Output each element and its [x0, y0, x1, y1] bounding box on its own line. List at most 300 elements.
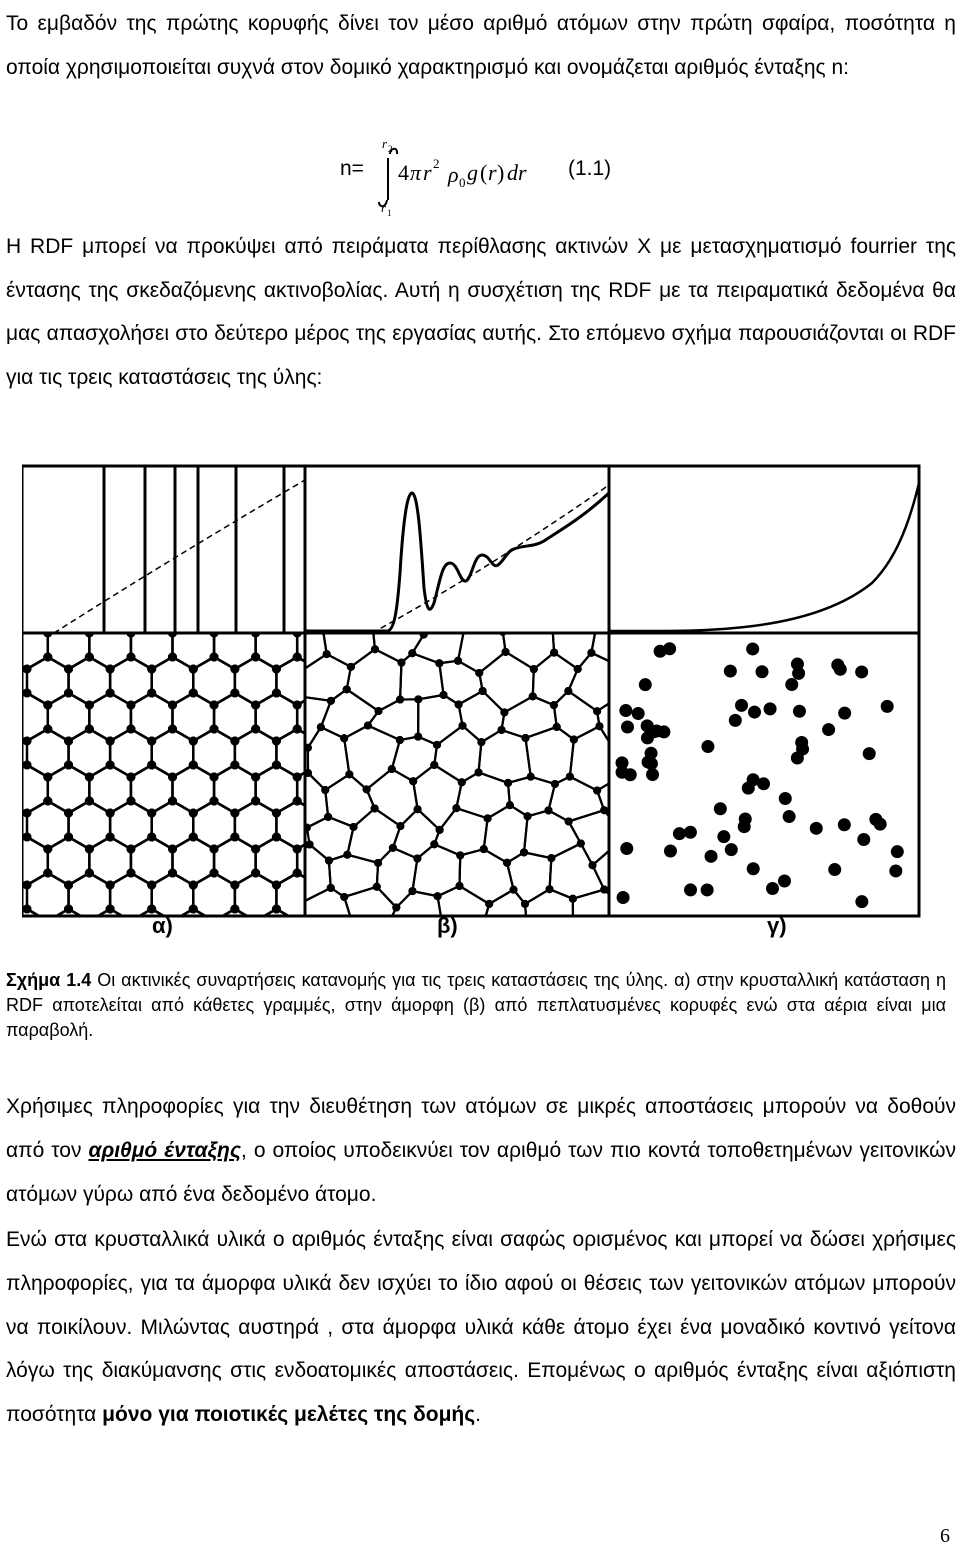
lattice-atom [210, 917, 219, 926]
network-atom [595, 722, 603, 730]
lattice-cell [22, 837, 48, 885]
gas-atom [742, 782, 755, 795]
lattice-atom [43, 773, 52, 782]
network-cell [597, 773, 647, 826]
lattice-atom [230, 689, 239, 698]
lattice-atom [147, 809, 156, 818]
lattice-atom [293, 773, 302, 782]
lattice-atom [85, 629, 94, 638]
network-atom [574, 665, 582, 673]
network-atom [435, 659, 443, 667]
lattice-atom [313, 881, 322, 890]
network-atom [430, 761, 438, 769]
paragraph-amorphous [6, 1218, 956, 1437]
network-cell [507, 852, 551, 904]
p4-text-before: Ενώ στα κρυσταλλικά υλικά ο αριθμός ένταξης είναι σαφώς ορισμένος και μπορεί να δώσει χρήσιμες πληροφορίες, για τα άμορφα υλικά δεν ισχύει το ίδιο αφού οι θέσεις των γειτονικών ατόμων μπορούν να ποικίλουν. Μιλώντας αυστηρά , στα άμορφα υλικά κάθε άτομο έχει ένα μοναδικό κοντινό γείτονα λόγω της διακύμανσης στις ενδοατομικές αποστάσεις. Επομένως ο αριθμός ένταξης είναι αξιόπιστη ποσότητα [6, 1228, 956, 1427]
network-atom [408, 649, 416, 657]
lattice-atom [85, 653, 94, 662]
network-atom [506, 801, 514, 809]
lattice-atom [106, 833, 115, 842]
network-atom [616, 662, 624, 670]
lattice-atom [126, 797, 135, 806]
network-atom [464, 934, 472, 938]
network-atom [435, 612, 443, 620]
network-cell [344, 887, 396, 938]
network-atom [577, 839, 585, 847]
lattice-atom [313, 617, 322, 626]
network-atom [345, 770, 353, 778]
network-atom [323, 650, 331, 658]
network-atom [397, 659, 405, 667]
p3-emphasis: αριθμό ένταξης [88, 1138, 242, 1162]
lattice-atom [64, 833, 73, 842]
network-atom [340, 893, 348, 901]
network-atom [317, 723, 325, 731]
lattice-atom [313, 689, 322, 698]
lattice-atom [334, 845, 343, 854]
lattice-atom [168, 845, 177, 854]
gas-atom [624, 768, 637, 781]
gas-atom [863, 747, 876, 760]
lattice-cell [22, 765, 48, 813]
network-atom [566, 607, 574, 615]
lattice-atom [189, 881, 198, 890]
rdf-crystal [104, 466, 284, 633]
gas-atom [654, 645, 667, 658]
lattice-atom [43, 653, 52, 662]
lattice-atom [64, 737, 73, 746]
p3-text-after: , ο οποίος υποδεικνύει τον αριθμό των πιο κοντά τοποθετημένων γειτονικών ατόμων γύρω από ένα δεδομένο άτομο. [6, 1138, 956, 1206]
network-atom [275, 707, 283, 715]
network-atom [548, 620, 556, 628]
network-atom [616, 662, 624, 670]
lattice-atom [23, 737, 32, 746]
network-atom [634, 808, 642, 816]
lattice-atom [189, 833, 198, 842]
lattice-atom [126, 845, 135, 854]
lattice-atom [147, 689, 156, 698]
lattice-atom [230, 833, 239, 842]
network-cell [591, 613, 642, 667]
network-atom [644, 699, 652, 707]
gas-atom [714, 802, 727, 815]
network-atom [484, 814, 492, 822]
lattice-atom [106, 761, 115, 770]
lattice-cell [22, 693, 48, 741]
lattice-atom [147, 737, 156, 746]
figure-frame [22, 466, 919, 916]
lattice-atom [64, 689, 73, 698]
lattice-atom [210, 653, 219, 662]
network-atom [565, 817, 573, 825]
network-atom [350, 823, 358, 831]
lattice-atom [64, 905, 73, 914]
network-atom [600, 886, 608, 894]
network-atom [277, 864, 285, 872]
network-atom [396, 822, 404, 830]
lattice-atom [43, 845, 52, 854]
network-atom [498, 726, 506, 734]
network-atom [371, 804, 379, 812]
gas-atom [874, 818, 887, 831]
integrand-g: g [467, 160, 478, 185]
lattice-atom [43, 917, 52, 926]
lattice-atom [334, 701, 343, 710]
network-atom [524, 812, 532, 820]
figure-label-b: β) [437, 913, 458, 938]
lattice-atom [64, 761, 73, 770]
lattice-atom [23, 905, 32, 914]
gas-atom [764, 702, 777, 715]
lattice-atom [313, 833, 322, 842]
network-atom [640, 885, 648, 893]
lattice-atom [43, 917, 52, 926]
network-atom [644, 699, 652, 707]
network-atom [523, 919, 531, 927]
network-atom [454, 657, 462, 665]
lattice-atom [23, 761, 32, 770]
gas-atom [664, 844, 677, 857]
page-number: 6 [940, 1525, 950, 1547]
network-atom [436, 826, 444, 834]
figure-caption [6, 968, 946, 1043]
network-atom [321, 786, 329, 794]
paragraph-coordination [6, 1085, 956, 1216]
lattice-atom [313, 761, 322, 770]
lattice-atom [43, 629, 52, 638]
integral-sign [379, 149, 397, 207]
network-atom [640, 885, 648, 893]
network-atom [656, 693, 664, 701]
lattice-atom [43, 917, 52, 926]
network-atom [475, 669, 483, 677]
network-atom [284, 890, 292, 898]
gas-atom [748, 706, 761, 719]
network-atom [343, 685, 351, 693]
figure-drawing [22, 463, 940, 938]
lattice-atom [251, 725, 260, 734]
lattice-atom [147, 617, 156, 626]
network-atom [548, 620, 556, 628]
lattice-atom [313, 665, 322, 674]
gas-atom [785, 678, 798, 691]
lattice-atom [147, 833, 156, 842]
lattice-atom [147, 881, 156, 890]
lattice-atom [189, 761, 198, 770]
gas-atom [891, 845, 904, 858]
integral-expression [370, 130, 600, 220]
network-atom [638, 655, 646, 663]
network-atom [637, 854, 645, 862]
network-atom [414, 733, 422, 741]
network-atom [570, 736, 578, 744]
gas-atom [791, 658, 804, 671]
lattice-atom [293, 917, 302, 926]
integrand-r: r [423, 160, 432, 185]
network-atom [546, 885, 554, 893]
network-atom [327, 884, 335, 892]
lattice-atom [230, 761, 239, 770]
lattice-atom [313, 665, 322, 674]
lattice-atom [230, 881, 239, 890]
equation-lhs: n= [340, 157, 364, 180]
network-atom [667, 740, 675, 748]
gas-atom [834, 663, 847, 676]
network-atom [529, 692, 537, 700]
network-cell [479, 652, 534, 712]
lattice-atom [85, 917, 94, 926]
lattice-atom [355, 809, 364, 818]
lattice-atom [210, 773, 219, 782]
lattice-atom [313, 881, 322, 890]
paragraph-intro: Το εμβαδόν της πρώτης κορυφής δίνει τον μέσο αριθμό ατόμων στην πρώτη σφαίρα, ποσότητα η οποία χρησιμοποιείται συχνά στον δομικό χαρακτηρισμό και ονομάζεται αριθμός ένταξης n: [6, 12, 956, 79]
lattice-atom [313, 665, 322, 674]
gas-atom [648, 725, 661, 738]
network-atom [503, 859, 511, 867]
network-atom [544, 806, 552, 814]
lattice-atom [334, 797, 343, 806]
equation-1-1 [340, 130, 660, 220]
network-atom [375, 707, 383, 715]
lattice-atom [251, 917, 260, 926]
lattice-atom [126, 653, 135, 662]
gas-atom [747, 862, 760, 875]
lattice-atom [210, 845, 219, 854]
lattice-atom [355, 737, 364, 746]
network-atom [414, 805, 422, 813]
gas-atom [766, 882, 779, 895]
lattice-atom [355, 665, 364, 674]
lattice-atom [334, 725, 343, 734]
network-atom [351, 926, 359, 934]
lattice-atom [355, 761, 364, 770]
gas-atom [724, 665, 737, 678]
lattice-atom [334, 797, 343, 806]
network-atom [477, 738, 485, 746]
network-atom [396, 736, 404, 744]
network-atom [530, 665, 538, 673]
network-atom [327, 697, 335, 705]
network-atom [480, 917, 488, 925]
lattice-atom [189, 809, 198, 818]
lattice-atom [168, 869, 177, 878]
gas-atom [642, 756, 655, 769]
lattice-atom [293, 869, 302, 878]
lattice-atom [334, 869, 343, 878]
network-atom [413, 855, 421, 863]
network-atom [523, 616, 531, 624]
network-atom [502, 648, 510, 656]
lattice-atom [293, 917, 302, 926]
network-atom [638, 655, 646, 663]
lattice-atom [334, 701, 343, 710]
gas-atom [617, 891, 630, 904]
network-cell [299, 654, 351, 701]
network-atom [480, 917, 488, 925]
lattice-atom [334, 917, 343, 926]
network-cell [322, 609, 375, 667]
network-atom [521, 734, 529, 742]
lattice-atom [251, 653, 260, 662]
network-atom [617, 917, 625, 925]
rdf-crystal-parabola [54, 480, 305, 633]
network-atom [461, 621, 469, 629]
network-atom [374, 859, 382, 867]
gas-atom [796, 743, 809, 756]
network-atom [280, 649, 288, 657]
lattice-atom [106, 809, 115, 818]
lattice-atom [251, 629, 260, 638]
gas-atom [705, 850, 718, 863]
network-atom [527, 773, 535, 781]
lattice-atom [106, 617, 115, 626]
lattice-atom [313, 833, 322, 842]
network-atom [564, 687, 572, 695]
lattice-atom [272, 881, 281, 890]
lattice-atom [313, 905, 322, 914]
network-atom [643, 786, 651, 794]
integrand-rho: ρ [448, 162, 459, 187]
network-cell [569, 810, 619, 865]
network-atom [388, 765, 396, 773]
lattice-atom [251, 797, 260, 806]
network-atom [612, 822, 620, 830]
network-atom [452, 804, 460, 812]
network-atom [455, 882, 463, 890]
lattice-atom [210, 917, 219, 926]
network-atom [369, 620, 377, 628]
gas-atom [838, 707, 851, 720]
gas-atom [855, 665, 868, 678]
network-atom [553, 723, 561, 731]
gas-atom [793, 705, 806, 718]
network-cell [377, 848, 418, 908]
network-atom [520, 848, 528, 856]
lattice-atom [126, 917, 135, 926]
gas-atom [620, 842, 633, 855]
lattice-atom [230, 809, 239, 818]
network-atom [666, 812, 674, 820]
lattice-atom [168, 725, 177, 734]
lattice-atom [293, 725, 302, 734]
lattice-atom [85, 869, 94, 878]
lattice-atom [334, 725, 343, 734]
gas-atoms [616, 642, 904, 908]
lattice-cell [318, 873, 360, 921]
lattice-atom [210, 797, 219, 806]
lattice-atom [251, 773, 260, 782]
network-atom [434, 892, 442, 900]
lattice-atom [272, 833, 281, 842]
network-atom [278, 800, 286, 808]
p4-text-after: . [475, 1403, 482, 1427]
network-cell [568, 653, 619, 711]
lattice-atom [334, 845, 343, 854]
network-cell [524, 810, 581, 858]
network-atom [587, 649, 595, 657]
lattice-atom [189, 689, 198, 698]
lattice-atom [85, 917, 94, 926]
gas-atom [778, 874, 791, 887]
gas-atom [738, 820, 751, 833]
network-atom [521, 900, 529, 908]
network-atom [610, 696, 618, 704]
network-atom [430, 840, 438, 848]
network-cell [533, 653, 578, 706]
lattice-atom [313, 761, 322, 770]
gas-atom [735, 699, 748, 712]
network-atom [479, 687, 487, 695]
lattice-cell [22, 621, 48, 669]
gas-atom [822, 723, 835, 736]
network-atom [475, 768, 483, 776]
lattice-atom [168, 797, 177, 806]
lattice-atom [272, 689, 281, 698]
lattice-atom [210, 629, 219, 638]
network-atom [566, 773, 574, 781]
network-atom [304, 744, 312, 752]
network-atom [480, 845, 488, 853]
lattice-atom [126, 629, 135, 638]
network-atom [593, 707, 601, 715]
lattice-atom [355, 881, 364, 890]
figure-label-c: γ) [767, 913, 787, 938]
gas-atom [746, 642, 759, 655]
network-atom [414, 695, 422, 703]
network-atom [318, 620, 326, 628]
network-atom [485, 900, 493, 908]
lattice-atom [106, 905, 115, 914]
p4-bold: μόνο για ποιοτικές μελέτες της δομής [102, 1403, 476, 1427]
network-atom [617, 917, 625, 925]
network-atom [387, 605, 395, 613]
network-atom [340, 734, 348, 742]
network-atom [661, 894, 669, 902]
gas-atom [855, 895, 868, 908]
p3-text-before: Χρήσιμες πληροφορίες για την διευθέτηση των ατόμων σε μικρές αποστάσεις μπορούν να δοθούν από τον [6, 1095, 956, 1162]
figure-rdf-states [22, 463, 940, 938]
network-atom [343, 851, 351, 859]
lattice-atom [272, 761, 281, 770]
gas-atom [684, 883, 697, 896]
integrand-rho-sub: 0 [459, 175, 466, 190]
network-atom [640, 932, 648, 938]
lattice-atom [189, 905, 198, 914]
network-atom [285, 781, 293, 789]
network-atom [385, 918, 393, 926]
gas-atom [619, 704, 632, 717]
paragraph-rdf-diffraction: H RDF μπορεί να προκύψει από πειράματα περίθλασης ακτινών Χ με μετασχηματισμό fourrier της έντασης της σκεδαζόμενης ακτινοβολίας. Αυτή η συσχέτιση της RDF με τα πειραματικά δεδομένα θα μας απασχολήσει στο δεύτερο μέρος της εργασίας αυτής. Στο επόμενο σχήμα παρουσιάζονται οι RDF για τις τρεις καταστάσεις της ύλης: [6, 235, 956, 389]
network-atom [408, 887, 416, 895]
gas-atom [684, 826, 697, 839]
lattice-atom [64, 881, 73, 890]
lattice-atom [85, 917, 94, 926]
network-cell [344, 726, 400, 790]
lattice-atom [85, 701, 94, 710]
network-atom [324, 813, 332, 821]
network-atom [551, 780, 559, 788]
network-atom [523, 919, 531, 927]
lattice-atom [43, 725, 52, 734]
lattice-atom [106, 689, 115, 698]
network-atom [497, 934, 505, 938]
integrand-open: ( [480, 160, 488, 185]
lattice-atom [189, 665, 198, 674]
lattice-atom [230, 665, 239, 674]
network-atom [324, 936, 332, 938]
network-atom [392, 904, 400, 912]
lattice-atom [210, 869, 219, 878]
